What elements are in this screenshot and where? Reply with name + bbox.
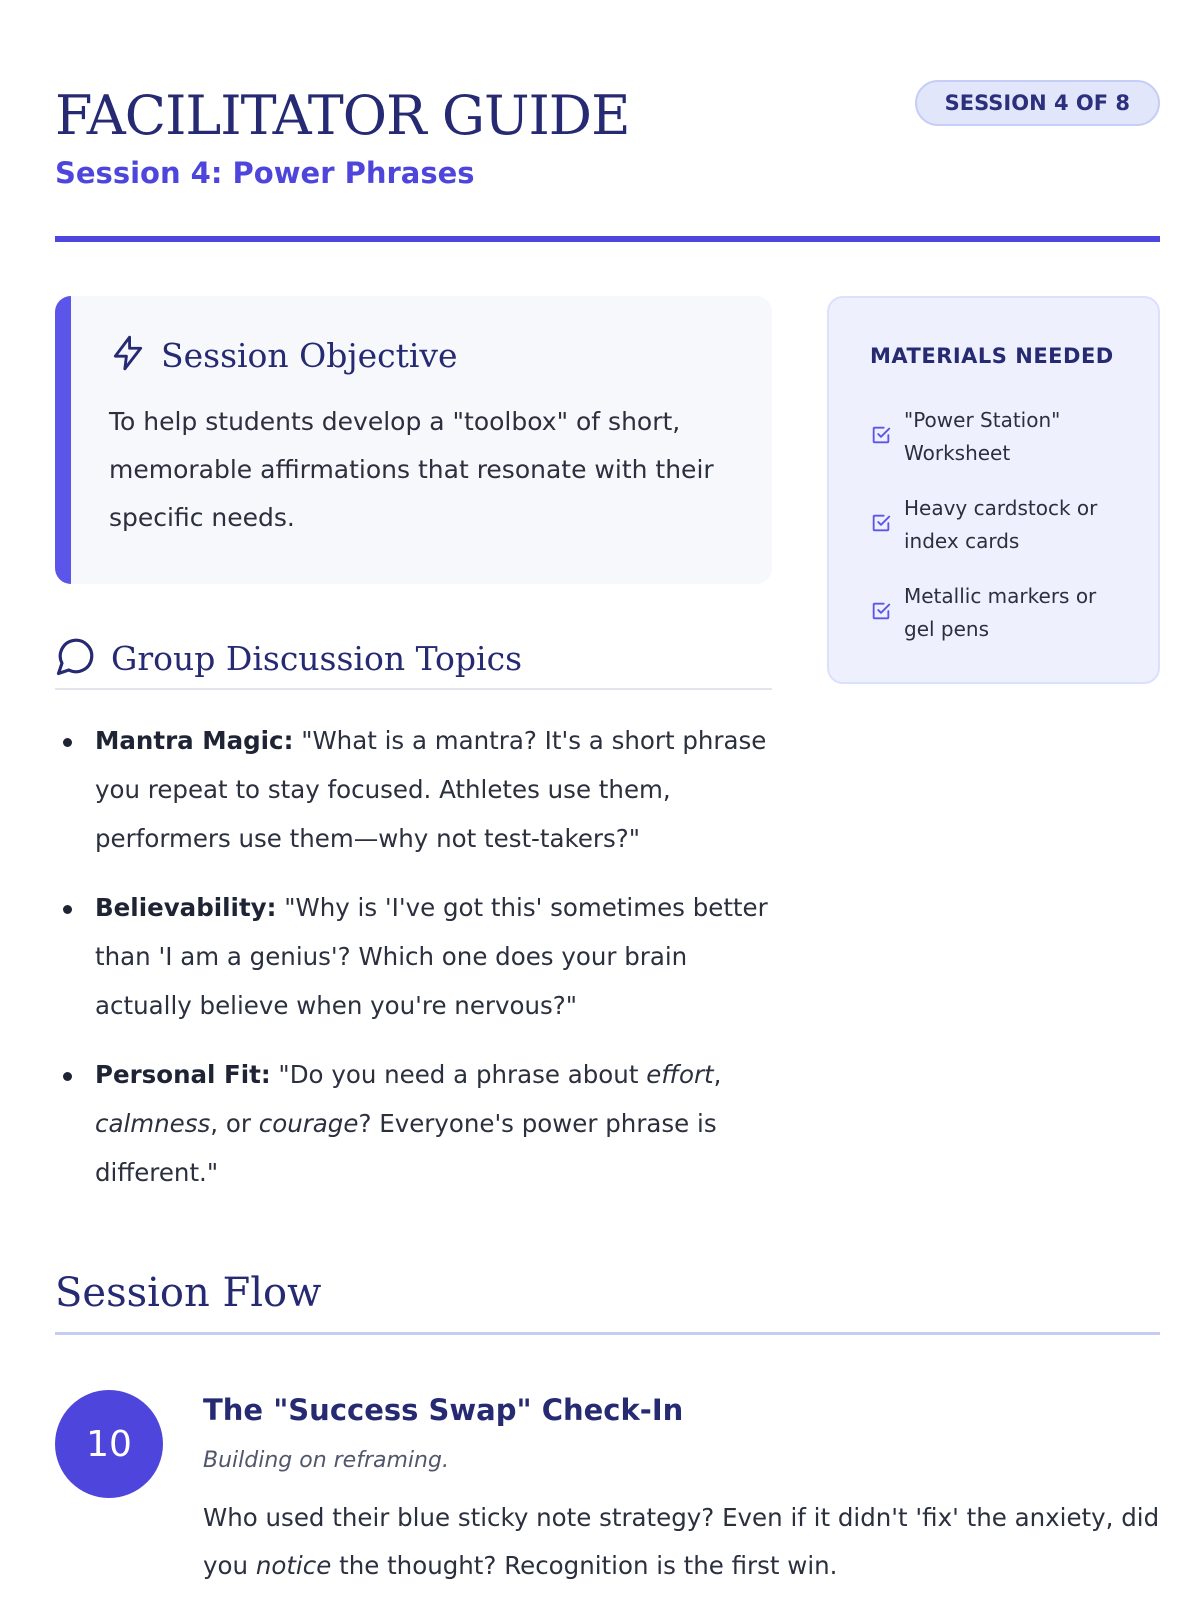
topic-label: Believability: [95, 893, 277, 922]
material-label: "Power Station" Worksheet [904, 408, 1061, 465]
topic-emphasis: effort [646, 1060, 714, 1089]
guide-page [55, 0, 1160, 1600]
topic-text: "Why is 'I've got this' sometimes better than 'I am a genius'? Which one does your brain actually believe when you're nervous?" [95, 893, 768, 1020]
list-item [95, 883, 775, 1030]
checkbox-icon [870, 600, 904, 626]
step-emphasis: notice [255, 1551, 332, 1580]
objective-accent-bar [55, 296, 71, 584]
topic-text: ? Everyone's power phrase is different." [95, 1109, 717, 1187]
objective-header [109, 334, 458, 376]
objective-heading: Session Objective [161, 335, 458, 375]
topic-label: Personal Fit: [95, 1060, 271, 1089]
objective-card [55, 296, 772, 584]
topic-text: , or [210, 1109, 259, 1138]
topic-emphasis: courage [258, 1109, 359, 1138]
step-number-badge: 10 [55, 1390, 163, 1498]
list-item [870, 404, 1130, 470]
materials-heading: MATERIALS NEEDED [870, 344, 1114, 368]
step-title: The "Success Swap" Check-In [203, 1393, 684, 1427]
list-item [95, 1050, 775, 1197]
session-badge: SESSION 4 OF 8 [915, 80, 1160, 126]
step-subtitle: Building on reframing. [203, 1448, 449, 1473]
topic-emphasis: calmness [95, 1109, 211, 1138]
discussion-header [55, 628, 772, 688]
discussion-divider [55, 688, 772, 690]
session-flow-divider [55, 1332, 1160, 1335]
material-label: Metallic markers or gel pens [904, 584, 1097, 641]
checkbox-icon [870, 512, 904, 538]
topic-text: "What is a mantra? It's a short phrase you repeat to stay focused. Athletes use them, performers use them—why not test-takers?" [95, 726, 767, 853]
header [55, 80, 1160, 240]
header-divider [55, 236, 1160, 242]
page-subtitle: Session 4: Power Phrases [55, 156, 475, 190]
step-body [203, 1494, 1163, 1590]
step-text: Who used their blue sticky note strategy? Even if it didn't 'fix' the anxiety, did you [203, 1503, 1160, 1580]
page-title: FACILITATOR GUIDE [55, 84, 630, 147]
session-flow-heading: Session Flow [55, 1270, 322, 1316]
materials-panel [827, 296, 1160, 684]
objective-text: To help students develop a "toolbox" of short, memorable affirmations that resonate with their specific needs. [109, 407, 714, 532]
topic-label: Mantra Magic: [95, 726, 294, 755]
topic-text: , [713, 1060, 722, 1089]
step-text: the thought? Recognition is the first win. [331, 1551, 838, 1580]
material-label: Heavy cardstock or index cards [904, 496, 1098, 553]
lightning-icon [109, 334, 147, 376]
list-item [95, 716, 775, 863]
checkbox-icon [870, 424, 904, 450]
discussion-heading: Group Discussion Topics [111, 638, 523, 678]
speech-bubble-icon [55, 635, 97, 681]
list-item [870, 580, 1130, 646]
discussion-topics [95, 716, 775, 1217]
materials-list [870, 404, 1130, 668]
topic-text: "Do you need a phrase about [278, 1060, 647, 1089]
list-item [870, 492, 1130, 558]
